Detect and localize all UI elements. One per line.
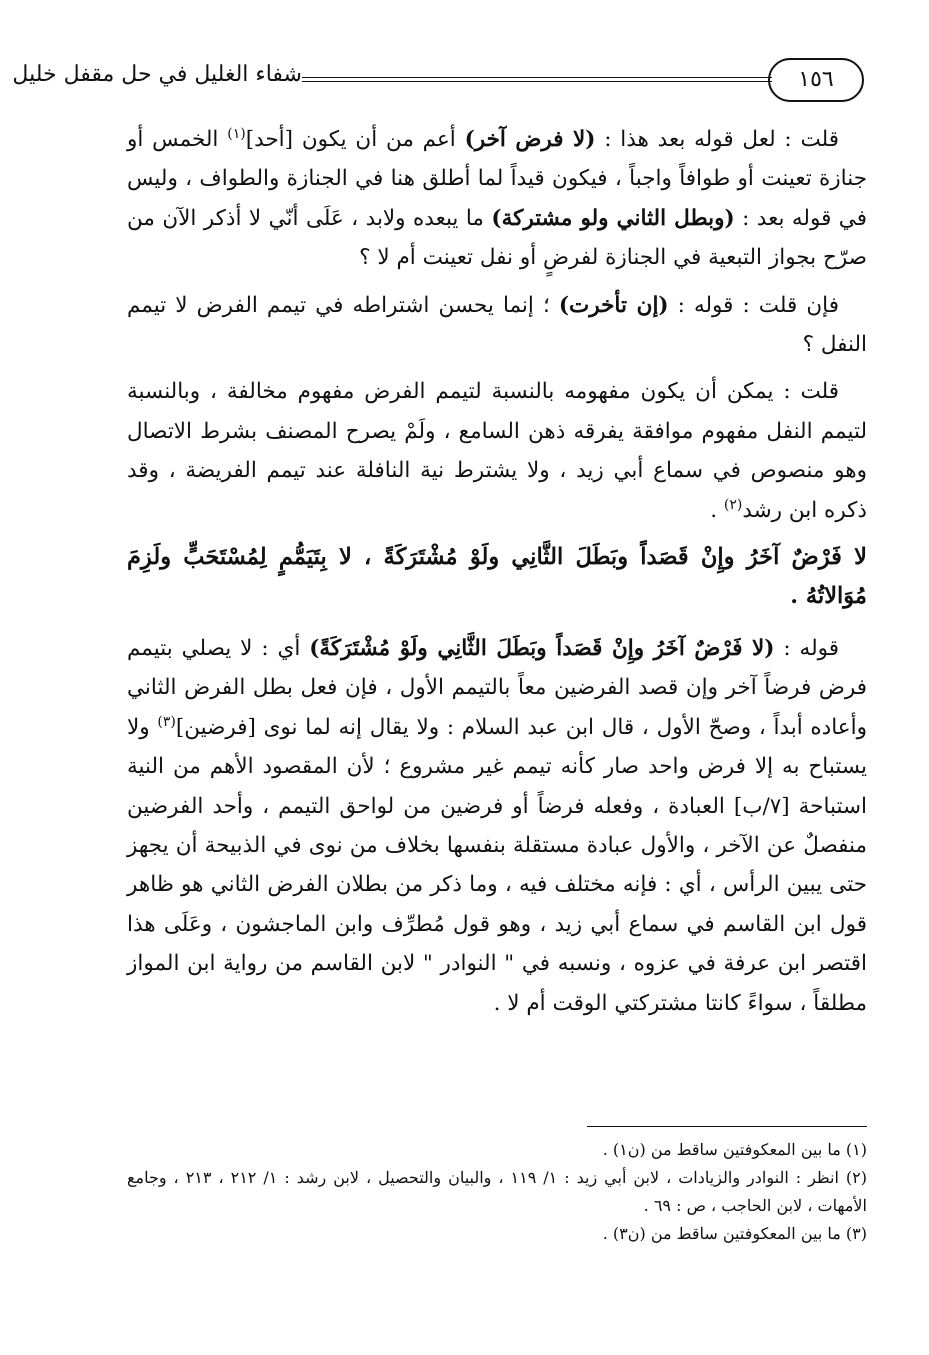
text-run: قلت : لعل قوله بعد هذا : (595, 127, 839, 152)
main-text (127, 120, 867, 1031)
paragraph-3 (127, 372, 867, 530)
paragraph-2 (127, 286, 867, 365)
paragraph-1 (127, 120, 867, 278)
text-run: أعم من أن يكون [أحد] (245, 127, 465, 152)
quoted-phrase: (إن تأخرت) (558, 292, 669, 318)
footnote-1: (١) ما بين المعكوفتين ساقط من (ن١) . (602, 1140, 867, 1159)
footnote-ref: (٢) (723, 496, 743, 513)
text-run: ولا يستباح به إلا فرض واحد صار كأنه تيمم غير مشروع ؛ لأن المقصود الأهم من النية استباحة [٧/ب] العبادة ، وفعله فرضاً أو فرضين من لواحق التيمم ، وأحد الفرضين منفصلٌ عن الآخر ، والأول عبادة مستقلة بنفسها بخلاف من نوى في الذبيحة أن يجهز حتى يبين الرأس ، أي : فإنه مختلف فيه ، وما ذكر من بطلان الفرض الثاني هو ظاهر قول ابن القاسم في سماع أبي زيد ، وهو قول مُطرِّف وابن الماجشون ، وعَلَى هذا اقتصر ابن عرفة في عزوه ، ونسبه في " النوادر " لابن القاسم من رواية ابن المواز مطلقاً ، سواءً كانتا مشتركتي الوقت أم لا . (127, 714, 867, 1016)
quoted-phrase: (وبطل الثاني ولو مشتركة) (491, 205, 735, 231)
text-run: قوله : (774, 635, 840, 661)
text-run: ؛ إنما يحسن اشتراطه في تيمم الفرض لا تيمم النفل ؟ (127, 292, 867, 358)
quoted-phrase: (لا فَرْضٌ آخَرُ وإِنْ قَصَداً وبَطَلَ الثَّانِي ولَوْ مُشْتَرَكَةً) (309, 635, 775, 661)
footnote-2: (٢) انظر : النوادر والزيادات ، لابن أبي زيد : ١/ ١١٩ ، والبيان والتحصيل ، لابن رشد : ١/ ٢١٢ ، ٢١٣ ، وجامع الأمهات ، لابن الحاجب ، ص : ٦٩ . (127, 1168, 868, 1215)
running-header (12, 58, 864, 104)
text-run: قلت : يمكن أن يكون مفهومه بالنسبة لتيمم الفرض مفهوم مخالفة ، وبالنسبة لتيمم النفل مفهوم موافقة يفرقه ذهن السامع ، ولَمْ يصرح المصنف بشرط الاتصال وهو منصوص في سماع أبي زيد ، ولا يشترط نية النافلة عند تيمم الفريضة ، وقد ذكره ابن رشد (127, 379, 867, 523)
text-run: ما يبعده ولابد ، عَلَى أنّي لا أذكر الآن من صرّح بجواز التبعية في الجنازة لفرضٍ أو نفل تعينت أم لا ؟ (127, 205, 867, 271)
text-run: الخمس أو جنازة تعينت أو طوافاً واجباً ، فيكون قيداً لما أطلق هنا في الجنازة والطواف ، وليس في قوله بعد : (127, 127, 868, 231)
quoted-phrase: (لا فرض آخر) (464, 127, 596, 152)
matn-text: لا فَرْضٌ آخَرُ وإِنْ قَصَداً وبَطَلَ الثَّانِي ولَوْ مُشْتَرَكَةً ، لا بِتَيَمُّمٍ لِمُسْتَحَبٍّ ولَزِمَ مُوَالاتُهُ . (127, 544, 867, 610)
footnote-ref: (١) (227, 125, 246, 142)
footnote-ref: (٣) (157, 713, 176, 730)
book-title: شفاء الغليل في حل مقفل خليل (12, 62, 302, 87)
footnotes (127, 1136, 867, 1248)
text-run: . (710, 497, 724, 523)
text-run: فإن قلت : قوله : (668, 292, 840, 318)
text-run: أي : لا يصلي بتيمم فرض فرضاً آخر وإن قصد الفرضين معاً بالتيمم الأول ، فإن فعل بطل الفرض الثاني وأعاده أبداً ، وصحّ الأول ، قال ابن عبد السلام : ولا يقال إنه لما نوى [فرضين] (127, 635, 867, 740)
footnote-separator (587, 1126, 867, 1127)
page-number: ١٥٦ (768, 58, 864, 102)
footnote-3: (٣) ما بين المعكوفتين ساقط من (ن٣) . (602, 1224, 867, 1243)
paragraph-4 (127, 629, 867, 1023)
header-rule (302, 77, 772, 82)
